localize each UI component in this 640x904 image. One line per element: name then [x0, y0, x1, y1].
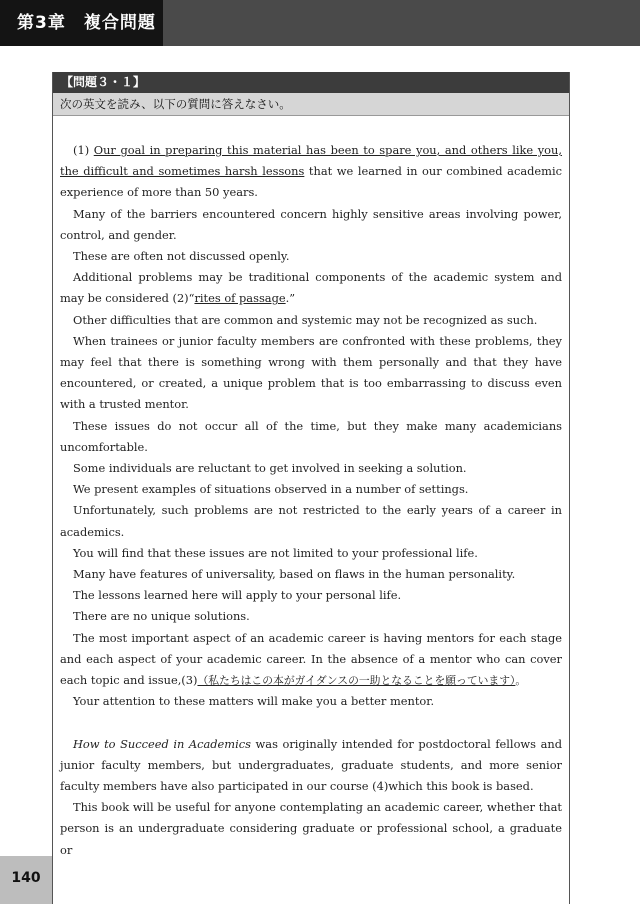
paragraph-15 — [60, 628, 562, 692]
book-title: How to Succeed in Academics — [73, 736, 251, 751]
paragraph-1-rest: that we learned in our combined academic experience of more than 50 years. — [60, 164, 562, 200]
paragraph-8: Some individuals are reluctant to get involved in seeking a solution. — [73, 461, 467, 476]
paragraph-9: We present examples of situations observed in a number of settings. — [73, 482, 469, 497]
paragraph-17 — [60, 734, 562, 798]
question-marker-1: (1) — [73, 143, 94, 157]
paragraph-13: The lessons learned here will apply to your personal life. — [73, 588, 402, 603]
chapter-title: 第3章 複合問題 — [0, 0, 163, 46]
paragraph-3: These are often not discussed openly. — [73, 249, 290, 264]
paragraph-18: This book will be useful for anyone contemplating an academic career, whether that person is an undergraduate considering graduate or professional school, a graduate or — [60, 800, 562, 857]
underlined-phrase-2: rites of passage — [194, 291, 286, 306]
paragraph-17-text: was originally intended for postdoctoral fellows and junior faculty members, but undergraduates, graduate students, and more senior faculty members have also participated in our course (4)which this book is based. — [60, 736, 562, 794]
paragraph-5: Other difficulties that are common and systemic may not be recognized as such. — [73, 312, 538, 327]
paragraph-10: Unfortunately, such problems are not restricted to the early years of a career in academics. — [60, 503, 562, 539]
paragraph-15-rest: 。 — [515, 674, 527, 688]
page-number: 140 — [0, 856, 52, 904]
paragraph-7: These issues do not occur all of the time, but they make many academicians uncomfortable. — [60, 418, 562, 454]
paragraph-12: Many have features of universality, based on flaws in the human personality. — [73, 567, 516, 582]
paragraph-15-text: The most important aspect of an academic career is having mentors for each stage and each aspect of your academic career. In the absence of a mentor who can cover each topic and issue,(3) — [60, 630, 562, 688]
chapter-header-bar — [0, 0, 640, 46]
paragraph-16: Your attention to these matters will make you a better mentor. — [73, 694, 435, 709]
paragraph-14: There are no unique solutions. — [73, 609, 250, 624]
paragraph-4-text: Additional problems may be traditional components of the academic system and may be considered (2)“ — [60, 270, 562, 306]
problem-instruction: 次の英文を読み、以下の質問に答えなさい。 — [53, 93, 569, 116]
problem-box — [52, 72, 570, 904]
underlined-phrase-1: Our goal in preparing this material has been to spare you, and others like you, the difficult and sometimes harsh lessons — [60, 143, 563, 179]
paragraph-11: You will find that these issues are not limited to your professional life. — [73, 545, 478, 560]
paragraph-4 — [60, 267, 562, 309]
paragraph-6: When trainees or junior faculty members are confronted with these problems, they may feel that there is something wrong with them personally and that they have encountered, or created, a unique problem that is too embarrassing to discuss even with a trusted mentor. — [60, 333, 562, 412]
english-passage — [60, 140, 562, 861]
paragraph-1 — [60, 140, 562, 204]
problem-label: 【問題３・１】 — [53, 72, 569, 93]
underlined-phrase-3: （私たちはこの本がガイダンスの一助となることを願っています） — [197, 674, 516, 688]
paragraph-2: Many of the barriers encountered concern highly sensitive areas involving power, control, and gender. — [60, 206, 562, 242]
paragraph-4-rest: .” — [285, 291, 296, 306]
